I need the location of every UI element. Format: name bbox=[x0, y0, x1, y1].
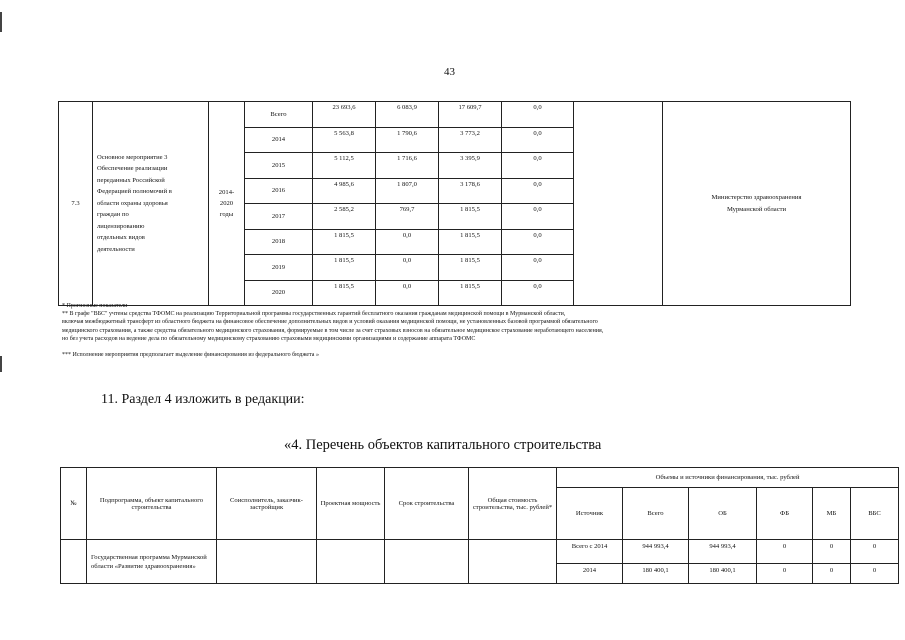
value-cell: 0,0 bbox=[502, 102, 574, 128]
year-cell: 2018 bbox=[245, 229, 313, 255]
col-header-no: № bbox=[61, 468, 87, 540]
period-line: 2014- bbox=[218, 189, 235, 196]
value-cell: 0,0 bbox=[502, 255, 574, 281]
year-cell: 2020 bbox=[245, 280, 313, 306]
fb-cell: 0 bbox=[757, 540, 813, 564]
year-cell: 2017 bbox=[245, 204, 313, 230]
value-cell: 1 807,0 bbox=[376, 178, 439, 204]
year-cell: 2015 bbox=[245, 153, 313, 179]
value-cell: 6 083,9 bbox=[376, 102, 439, 128]
capacity-cell bbox=[317, 540, 385, 584]
responsible-line: Министерство здравоохранения bbox=[711, 193, 802, 201]
total-cell: 5 112,5 bbox=[313, 153, 376, 179]
value-cell: 0,0 bbox=[502, 280, 574, 306]
footnote: ** В графе "ВБС" учтены средства ТФОМС на реализацию Территориальной программы государственных гарантий бесплатного оказания гражданам медицинской помощи в Мурманской области, bbox=[62, 311, 566, 318]
year-cell: 2014 bbox=[245, 127, 313, 153]
term-cell bbox=[385, 540, 469, 584]
scan-edge-mark-middle bbox=[0, 356, 2, 372]
total-cell: 1 815,5 bbox=[313, 280, 376, 306]
desc-line: Федерацией полномочий в bbox=[97, 188, 172, 196]
desc-line: деятельности bbox=[97, 245, 135, 253]
value-cell: 3 178,6 bbox=[439, 178, 502, 204]
vbs-cell: 0 bbox=[851, 540, 899, 564]
col-header-total: Всего bbox=[623, 488, 689, 540]
col-header-term: Срок строительства bbox=[385, 468, 469, 540]
col-header-source: Источник bbox=[557, 488, 623, 540]
value-cell: 0,0 bbox=[502, 178, 574, 204]
row-number-cell bbox=[61, 540, 87, 584]
value-cell: 0,0 bbox=[502, 204, 574, 230]
value-cell: 3 773,2 bbox=[439, 127, 502, 153]
col-header-fb: ФБ bbox=[757, 488, 813, 540]
value-cell: 0,0 bbox=[376, 229, 439, 255]
value-cell: 0,0 bbox=[502, 153, 574, 179]
ob-cell: 180 400,1 bbox=[689, 564, 757, 584]
total-cell: 1 815,5 bbox=[313, 229, 376, 255]
footnote: *** Исполнение мероприятия предполагает выделение финансирования из федерального бюджета » bbox=[62, 352, 319, 359]
table-row bbox=[59, 102, 851, 128]
row-number: 7.3 bbox=[59, 102, 93, 306]
activity-funding-table bbox=[58, 101, 851, 306]
fb-cell: 0 bbox=[757, 564, 813, 584]
value-cell: 1 815,5 bbox=[439, 204, 502, 230]
responsible-line: Мурманской области bbox=[726, 205, 787, 213]
capital-construction-table bbox=[60, 467, 899, 584]
col-header-cost: Общая стоимость строительства, тыс. рублей* bbox=[469, 468, 557, 540]
source-cell: 2014 bbox=[557, 564, 623, 584]
value-cell: 1 815,5 bbox=[439, 255, 502, 281]
footnote: * Прогнозные показатели bbox=[62, 303, 128, 309]
section-heading: 11. Раздел 4 изложить в редакции: bbox=[101, 392, 305, 407]
desc-line: Обеспечение реализации bbox=[97, 165, 168, 173]
total-cell: 23 693,6 bbox=[313, 102, 376, 128]
responsible-executor bbox=[663, 102, 851, 306]
footnote: медицинского страхования, а также средства обязательного медицинского страхования, формируемые в том числе за счет страховых взносов на обязательное медицинское страхование неработающего населения, bbox=[62, 327, 604, 334]
year-cell: Всего bbox=[245, 102, 313, 128]
value-cell: 1 815,5 bbox=[439, 229, 502, 255]
footnotes bbox=[62, 302, 852, 359]
period-line: 2020 bbox=[219, 200, 234, 207]
col-header-subprogram: Подпрограмма, объект капитального строительства bbox=[87, 468, 217, 540]
value-cell: 0,0 bbox=[502, 229, 574, 255]
value-cell: 1 790,6 bbox=[376, 127, 439, 153]
desc-line: граждан по bbox=[97, 211, 129, 219]
value-cell: 0,0 bbox=[502, 127, 574, 153]
value-cell: 769,7 bbox=[376, 204, 439, 230]
page-number: 43 bbox=[444, 66, 455, 78]
ob-cell: 944 993,4 bbox=[689, 540, 757, 564]
section-title: «4. Перечень объектов капитального строительства bbox=[284, 437, 602, 453]
activity-description bbox=[93, 102, 209, 306]
year-cell: 2016 bbox=[245, 178, 313, 204]
coexecutor-cell bbox=[217, 540, 317, 584]
col-header-mb: МБ bbox=[813, 488, 851, 540]
year-cell: 2019 bbox=[245, 255, 313, 281]
mb-cell: 0 bbox=[813, 540, 851, 564]
value-cell: 0,0 bbox=[376, 280, 439, 306]
total-cell: 944 993,4 bbox=[623, 540, 689, 564]
program-name: Государственная программа Мурманской области «Развитие здравоохранения» bbox=[87, 540, 217, 584]
table-row bbox=[61, 540, 899, 564]
scan-edge-mark-top bbox=[0, 12, 2, 32]
header-row bbox=[61, 468, 899, 488]
total-cell: 1 815,5 bbox=[313, 255, 376, 281]
empty-indicator-cell bbox=[574, 102, 663, 306]
value-cell: 17 609,7 bbox=[439, 102, 502, 128]
vbs-cell: 0 bbox=[851, 564, 899, 584]
total-cell: 180 400,1 bbox=[623, 564, 689, 584]
footnote: но без учета расходов на ведение дела по обязательному медицинскому страхованию страховыми медицинскими организациями и содержание аппарата ТФОМС bbox=[62, 335, 476, 342]
footnote: включая межбюджетный трансферт из областного бюджета на финансовое обеспечение дополнительных видов и условий оказания медицинской помощи, не установленных базовой программой обязательного bbox=[62, 319, 598, 326]
total-cell: 5 563,8 bbox=[313, 127, 376, 153]
desc-line: отдельных видов bbox=[97, 234, 145, 242]
desc-line: области охраны здоровья bbox=[97, 199, 168, 207]
total-cell: 2 585,2 bbox=[313, 204, 376, 230]
mb-cell: 0 bbox=[813, 564, 851, 584]
col-header-vbs: ВБС bbox=[851, 488, 899, 540]
total-cell: 4 985,6 bbox=[313, 178, 376, 204]
value-cell: 0,0 bbox=[376, 255, 439, 281]
cost-cell bbox=[469, 540, 557, 584]
col-header-ob: ОБ bbox=[689, 488, 757, 540]
desc-line: Основное мероприятие 3 bbox=[97, 153, 168, 161]
implementation-period bbox=[209, 102, 245, 306]
value-cell: 1 815,5 bbox=[439, 280, 502, 306]
value-cell: 3 395,9 bbox=[439, 153, 502, 179]
col-header-funding-group: Объемы и источники финансирования, тыс. рублей bbox=[557, 468, 899, 488]
col-header-capacity: Проектная мощность bbox=[317, 468, 385, 540]
value-cell: 1 716,6 bbox=[376, 153, 439, 179]
desc-line: переданных Российской bbox=[97, 176, 165, 184]
source-cell: Всего с 2014 bbox=[557, 540, 623, 564]
desc-line: лицензированию bbox=[97, 222, 145, 230]
col-header-coexecutor: Соисполнитель, заказчик-застройщик bbox=[217, 468, 317, 540]
period-line: годы bbox=[219, 211, 234, 218]
